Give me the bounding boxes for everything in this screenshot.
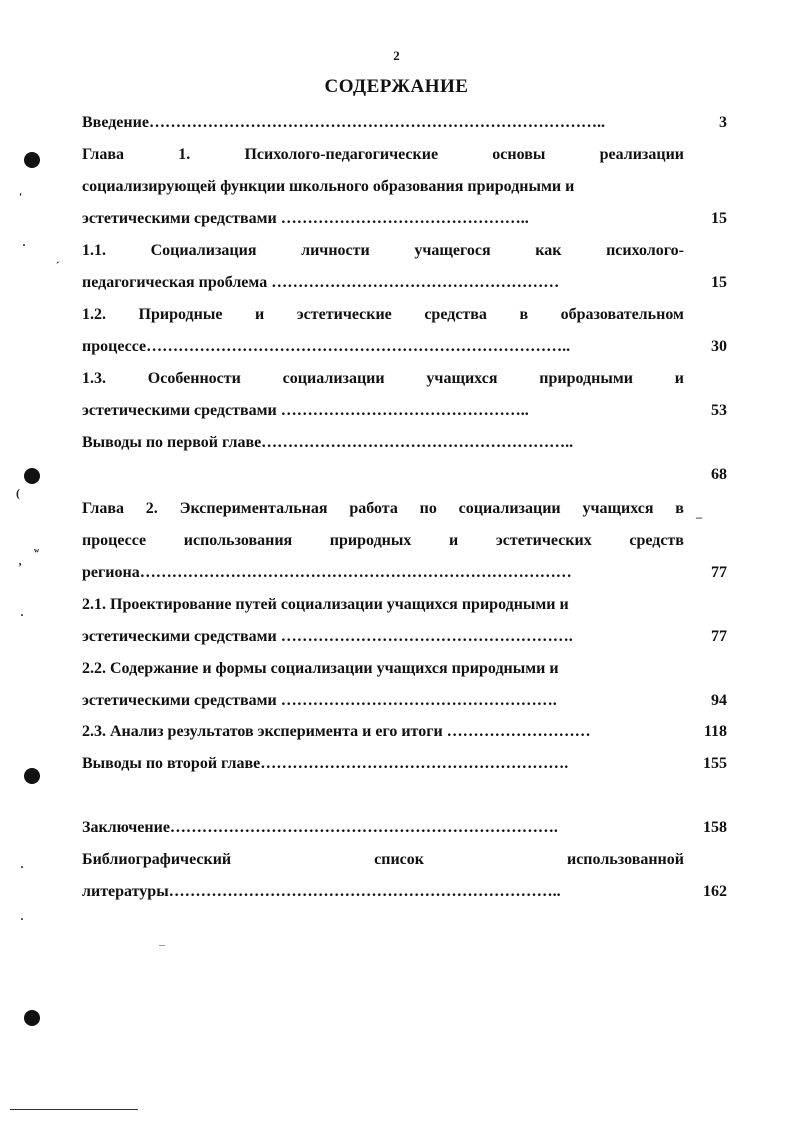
scan-speck: · xyxy=(20,860,25,874)
toc-word: в xyxy=(675,500,684,517)
toc-entry-line xyxy=(82,528,684,554)
toc-entry-line: региона……………………………………………………………………… xyxy=(82,564,572,581)
scan-speck: ʼ xyxy=(18,560,22,574)
toc-entry-line xyxy=(82,238,684,264)
toc-word: эстетических xyxy=(495,532,592,549)
toc-word: 1.3. xyxy=(82,370,106,387)
toc-word: социализации xyxy=(458,500,561,517)
page-title: СОДЕРЖАНИЕ xyxy=(324,76,469,97)
toc-word: 1.2. xyxy=(82,306,106,323)
toc-word: природными xyxy=(539,370,633,387)
toc-word: процессе xyxy=(82,532,147,549)
toc-page-number: 3 xyxy=(719,114,727,131)
toc-page-number: 68 xyxy=(711,466,727,483)
toc-page-number: 162 xyxy=(703,883,727,900)
toc-page-number: 15 xyxy=(711,274,727,291)
toc-entry-line xyxy=(82,302,684,328)
scan-speck: ʷ xyxy=(34,545,40,559)
toc-word: список xyxy=(374,851,424,868)
toc-word: использованной xyxy=(566,851,684,868)
toc-word: психолого- xyxy=(606,242,684,259)
toc-entry-line: 2.1. Проектирование путей социализации учащихся природными и xyxy=(82,596,569,613)
toc-word: социализации xyxy=(282,370,385,387)
toc-entry-line: эстетическими средствами ……………………………………….. xyxy=(82,402,529,419)
toc-word: учащегося xyxy=(414,242,491,259)
toc-page-number: 77 xyxy=(711,628,727,645)
toc-word: работа xyxy=(349,500,398,517)
toc-word: Глава xyxy=(82,500,124,517)
toc-entry-line: эстетическими средствами ……………………………………………. xyxy=(82,692,557,709)
scan-speck: ( xyxy=(16,486,20,500)
toc-word: и xyxy=(674,370,684,387)
toc-word: по xyxy=(419,500,437,517)
punch-hole-mark xyxy=(24,152,40,168)
toc-entry-line xyxy=(82,496,684,522)
toc-word: природных xyxy=(329,532,412,549)
toc-word: Психолого-педагогические xyxy=(244,146,439,163)
toc-page-number: 155 xyxy=(703,755,727,772)
toc-entry-line: литературы……………………………………………………………….. xyxy=(82,883,561,900)
toc-word: средства xyxy=(424,306,487,323)
toc-word: как xyxy=(535,242,562,259)
scan-speck xyxy=(159,945,165,946)
toc-word: средств xyxy=(629,532,684,549)
toc-word: Особенности xyxy=(147,370,241,387)
toc-page-number: 15 xyxy=(711,210,727,227)
scan-speck: · xyxy=(20,608,25,622)
toc-entry-line: эстетическими средствами ……………………………………….. xyxy=(82,210,529,227)
scan-speck: ʹ xyxy=(19,190,23,204)
toc-entry-line: Введение………………………………………………………………………….. xyxy=(82,114,605,131)
toc-word: и xyxy=(448,532,459,549)
toc-entry-line: эстетическими средствами ………………………………………………. xyxy=(82,628,573,645)
toc-word: Глава xyxy=(82,146,124,163)
toc-entry-line: Выводы по первой главе………………………………………………….. xyxy=(82,434,574,451)
toc-word: Природные xyxy=(138,306,223,323)
toc-word: основы xyxy=(492,146,546,163)
toc-word: личности xyxy=(301,242,370,259)
toc-entry-line xyxy=(82,847,684,873)
toc-entry-line: педагогическая проблема ……………………………………………… xyxy=(82,274,560,291)
toc-word: учащихся xyxy=(582,500,654,517)
toc-page-number: 53 xyxy=(711,402,727,419)
toc-entry-line: 2.3. Анализ результатов эксперимента и его итоги ……………………… xyxy=(82,723,591,740)
scan-speck: · xyxy=(22,238,27,252)
scan-speck: ‒ xyxy=(696,510,702,524)
toc-page-number: 94 xyxy=(711,692,727,709)
toc-page-number: 30 xyxy=(711,338,727,355)
punch-hole-mark xyxy=(24,768,40,784)
punch-hole-mark xyxy=(24,468,40,484)
toc-word: реализации xyxy=(599,146,684,163)
toc-word: 2. xyxy=(145,500,158,517)
toc-page-number: 158 xyxy=(703,819,727,836)
page-number: 2 xyxy=(393,48,400,63)
toc-word: Социализация xyxy=(150,242,257,259)
toc-word: 1.1. xyxy=(82,242,106,259)
toc-entry-line xyxy=(82,142,684,168)
footnote-rule xyxy=(10,1109,138,1110)
toc-page-number: 77 xyxy=(711,564,727,581)
toc-word: учащихся xyxy=(426,370,498,387)
toc-word: эстетические xyxy=(296,306,392,323)
toc-word: образовательном xyxy=(560,306,684,323)
toc-entry-line: процессе…………………………………………………………………….. xyxy=(82,338,571,355)
toc-word: 1. xyxy=(178,146,191,163)
toc-entry-line: Выводы по второй главе…………………………………………………. xyxy=(82,755,569,772)
toc-entry-line xyxy=(82,366,684,392)
toc-word: и xyxy=(255,306,265,323)
toc-word: Библиографический xyxy=(82,851,232,868)
toc-entry-line: социализирующей функции школьного образования природными и xyxy=(82,178,575,195)
toc-page-number: 118 xyxy=(703,723,727,740)
scan-speck: ˏ xyxy=(56,250,60,264)
toc-entry-line: Заключение………………………………………………………………. xyxy=(82,819,558,836)
toc-word: использования xyxy=(183,532,293,549)
toc-word: в xyxy=(519,306,529,323)
punch-hole-mark xyxy=(24,1010,40,1026)
toc-word: Экспериментальная xyxy=(179,500,328,517)
scan-speck: · xyxy=(20,912,25,926)
toc-entry-line: 2.2. Содержание и формы социализации учащихся природными и xyxy=(82,660,559,677)
